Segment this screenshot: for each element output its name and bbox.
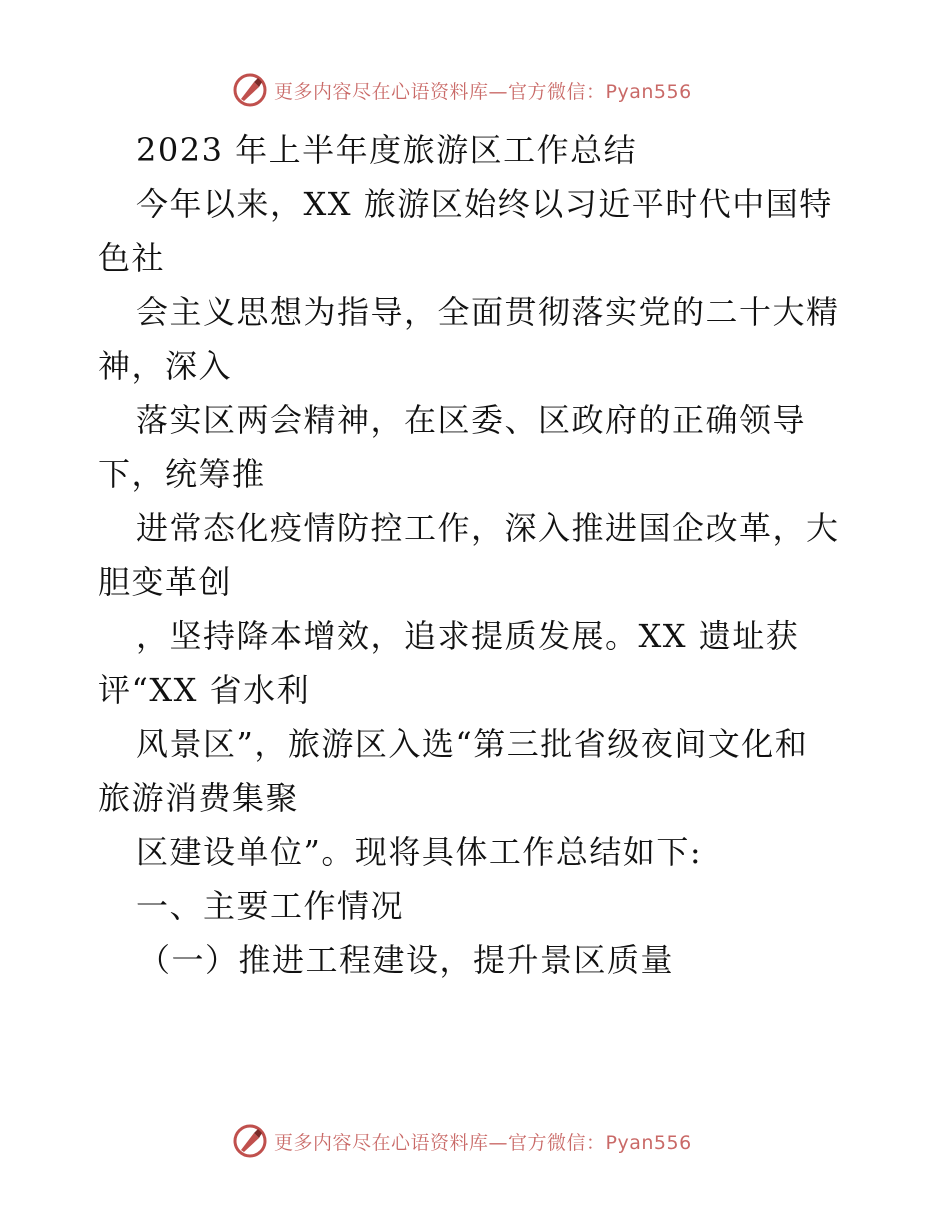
watermark-text: 更多内容尽在心语资料库—官方微信：Pyan556 <box>274 80 692 103</box>
paragraph-line: 落实区两会精神，在区委、区政府的正确领导 <box>136 401 807 439</box>
watermark-text: 更多内容尽在心语资料库—官方微信：Pyan556 <box>274 1131 692 1154</box>
document-title: 2023 年上半年度旅游区工作总结 <box>136 131 638 169</box>
paragraph-line: 会主义思想为指导，全面贯彻落实党的二十大精 <box>136 293 840 331</box>
pen-logo-icon <box>232 1123 268 1159</box>
paragraph-line: 旅游消费集聚 <box>98 779 300 817</box>
paragraph-line: 下，统筹推 <box>98 455 266 493</box>
paragraph-line: 评“XX 省水利 <box>98 671 311 709</box>
paragraph-line: 神，深入 <box>98 347 233 385</box>
pen-logo-icon <box>232 72 268 108</box>
subsection-heading: （一）推进工程建设，提升景区质量 <box>138 941 675 979</box>
paragraph-line: 风景区”，旅游区入选“第三批省级夜间文化和 <box>136 725 809 763</box>
paragraph-line: 区建设单位”。现将具体工作总结如下: <box>136 833 703 871</box>
paragraph-line: 今年以来，XX 旅游区始终以习近平时代中国特 <box>136 185 833 223</box>
paragraph-line: 胆变革创 <box>98 563 233 601</box>
paragraph-line: 进常态化疫情防控工作，深入推进国企改革，大 <box>136 509 840 547</box>
section-heading: 一、主要工作情况 <box>136 887 405 925</box>
document-body <box>98 123 858 987</box>
watermark-header <box>232 70 712 110</box>
paragraph-line: 色社 <box>98 239 166 277</box>
paragraph-line: ，坚持降本增效，追求提质发展。XX 遗址获 <box>136 617 800 655</box>
watermark-footer <box>232 1121 712 1161</box>
